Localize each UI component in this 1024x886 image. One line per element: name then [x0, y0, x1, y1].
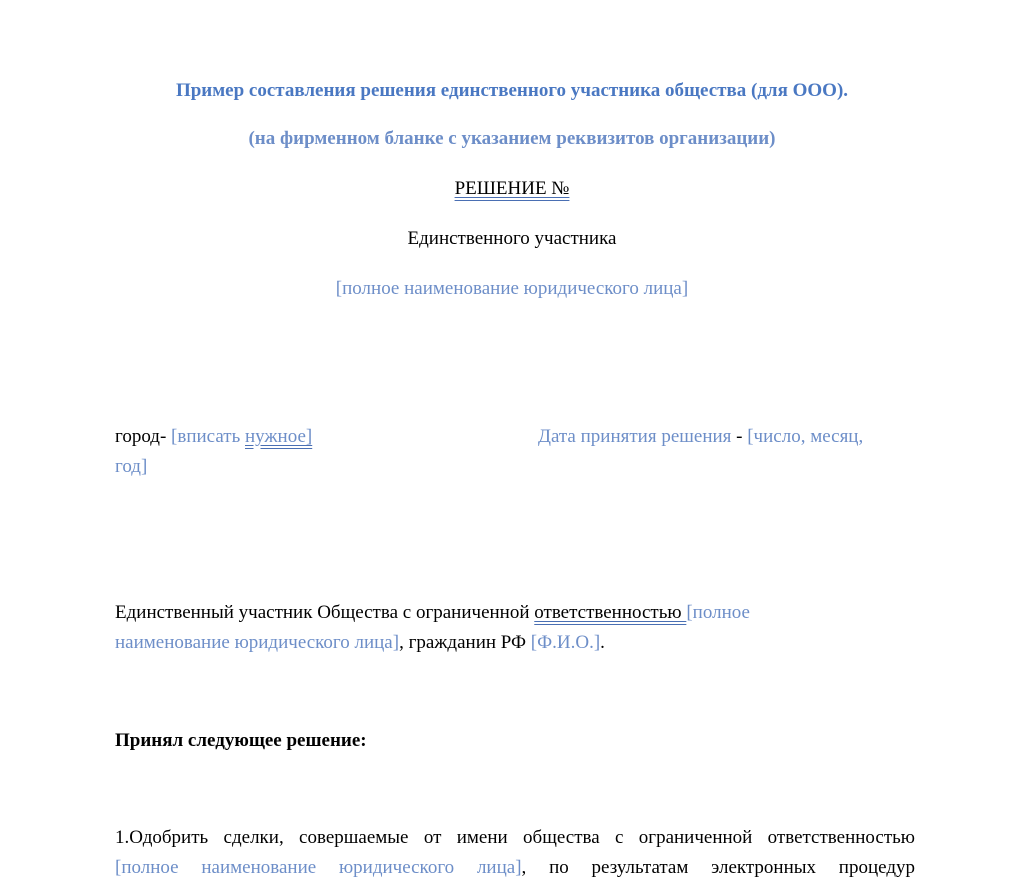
item-1-placeholder: [полное наименование юридического лица]: [115, 857, 522, 878]
city-line: [115, 422, 312, 452]
entity-placeholder: [полное наименование юридического лица]: [335, 278, 689, 299]
item-1-line-1: 1.Одобрить сделки, совершаемые от имени общества с ограниченной ответственностью: [115, 827, 915, 848]
item-1-text-b: , по результатам электронных процедур: [521, 857, 915, 878]
sole-text-b: ответственностью: [534, 602, 687, 623]
city-placeholder-b: нужное]: [245, 426, 313, 447]
decision-heading: [0, 177, 1024, 201]
item-1-paragraph: [115, 823, 915, 883]
date-line: [538, 422, 863, 452]
item-1-line-2: [115, 853, 915, 883]
document-title: Пример составления решения единственного участника общества (для ООО).: [175, 80, 849, 101]
document-subtitle: (на фирменном бланке с указанием реквизитов организации): [248, 128, 776, 149]
sole-text-c: , гражданин РФ: [399, 632, 531, 653]
date-placeholder-b: год]: [115, 456, 148, 477]
city-label: город-: [115, 426, 167, 447]
sole-placeholder-b: наименование юридического лица]: [115, 632, 400, 653]
sole-participant-paragraph: [115, 598, 915, 658]
accepted-decision-heading: Принял следующее решение:: [115, 730, 367, 751]
sole-text-d: .: [600, 632, 605, 653]
date-placeholder-a: [число, месяц,: [747, 426, 864, 447]
decision-heading-text: РЕШЕНИЕ №: [454, 178, 570, 199]
sole-text-a: Единственный участник Общества с ограниченной: [115, 602, 535, 623]
date-label: Дата принятия решения: [538, 426, 732, 447]
date-separator: -: [731, 426, 748, 447]
sole-placeholder-a: [полное: [686, 602, 750, 623]
participant-label: Единственного участника: [407, 228, 617, 249]
sole-fio: [Ф.И.О.]: [530, 632, 601, 653]
city-placeholder-a: [вписать: [171, 426, 245, 447]
